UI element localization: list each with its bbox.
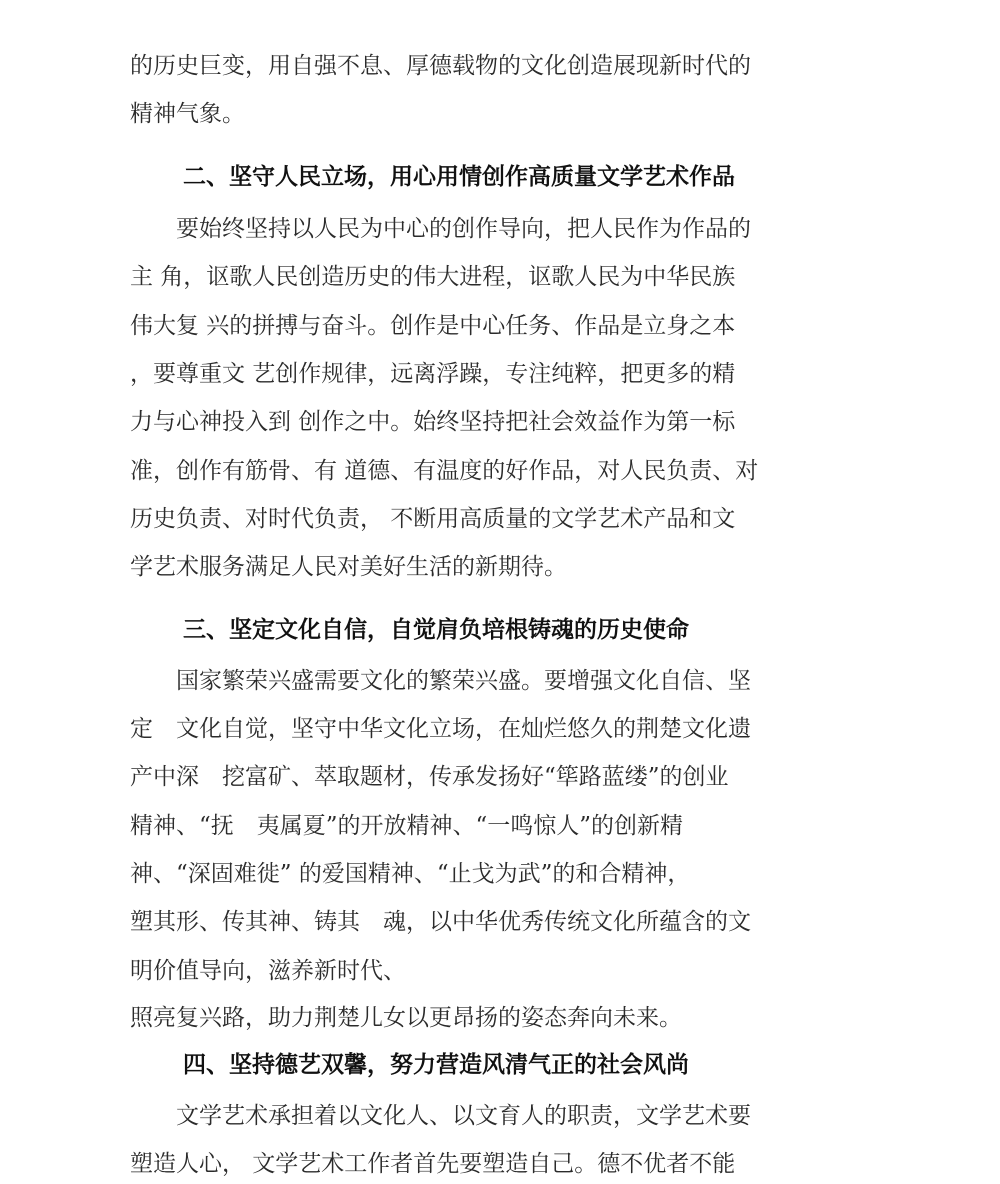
paragraph-line: 产中深 挖富矿、萃取题材，传承发扬好“筚路蓝缕”的创业	[130, 764, 729, 790]
paragraph-line: 精神、“抚 夷属夏”的开放精神、“一鸣惊人”的创新精	[130, 813, 684, 839]
section-heading-4: 四、坚持德艺双馨，努力营造风清气正的社会风尚	[183, 1052, 689, 1078]
paragraph-line: 照亮复兴路，助力荆楚儿女以更昂扬的姿态奔向未来。	[130, 1005, 682, 1031]
paragraph-line: 准，创作有筋骨、有 道德、有温度的好作品，对人民负责、对	[130, 458, 759, 484]
paragraph-line: 文学艺术承担着以文化人、以文育人的职责，文学艺术要	[130, 1103, 751, 1129]
paragraph-line: 塑其形、传其神、铸其 魂，以中华优秀传统文化所蕴含的文	[130, 909, 751, 935]
paragraph-line: 塑造人心， 文学艺术工作者首先要塑造自己。德不优者不能	[130, 1151, 736, 1177]
paragraph-line: 国家繁荣兴盛需要文化的繁荣兴盛。要增强文化自信、坚	[130, 668, 751, 694]
paragraph-line: 精神气象。	[130, 101, 245, 127]
paragraph-line: 的历史巨变，用自强不息、厚德载物的文化创造展现新时代的	[130, 53, 751, 79]
paragraph-line: 定 文化自觉，坚守中华文化立场，在灿烂悠久的荆楚文化遗	[130, 716, 751, 742]
paragraph-line: 伟大复 兴的拼搏与奋斗。创作是中心任务、作品是立身之本	[130, 313, 736, 339]
paragraph-line: ，要尊重文 艺创作规律，远离浮躁，专注纯粹，把更多的精	[130, 361, 736, 387]
paragraph-line: 学艺术服务满足人民对美好生活的新期待。	[130, 554, 567, 580]
paragraph-line: 神、“深固难徙” 的爱国精神、“止戈为武”的和合精神，	[130, 861, 691, 887]
paragraph-line: 要始终坚持以人民为中心的创作导向，把人民作为作品的	[130, 216, 751, 242]
section-heading-3: 三、坚定文化自信，自觉肩负培根铸魂的历史使命	[183, 617, 689, 643]
paragraph-line: 历史负责、对时代负责， 不断用高质量的文学艺术产品和文	[130, 506, 736, 532]
section-heading-2: 二、坚守人民立场，用心用情创作高质量文学艺术作品	[183, 164, 735, 190]
paragraph-line: 明价值导向，滋养新时代、	[130, 958, 406, 984]
paragraph-line: 力与心神投入到 创作之中。始终坚持把社会效益作为第一标	[130, 409, 736, 435]
paragraph-line: 主 角，讴歌人民创造历史的伟大进程，讴歌人民为中华民族	[130, 264, 736, 290]
